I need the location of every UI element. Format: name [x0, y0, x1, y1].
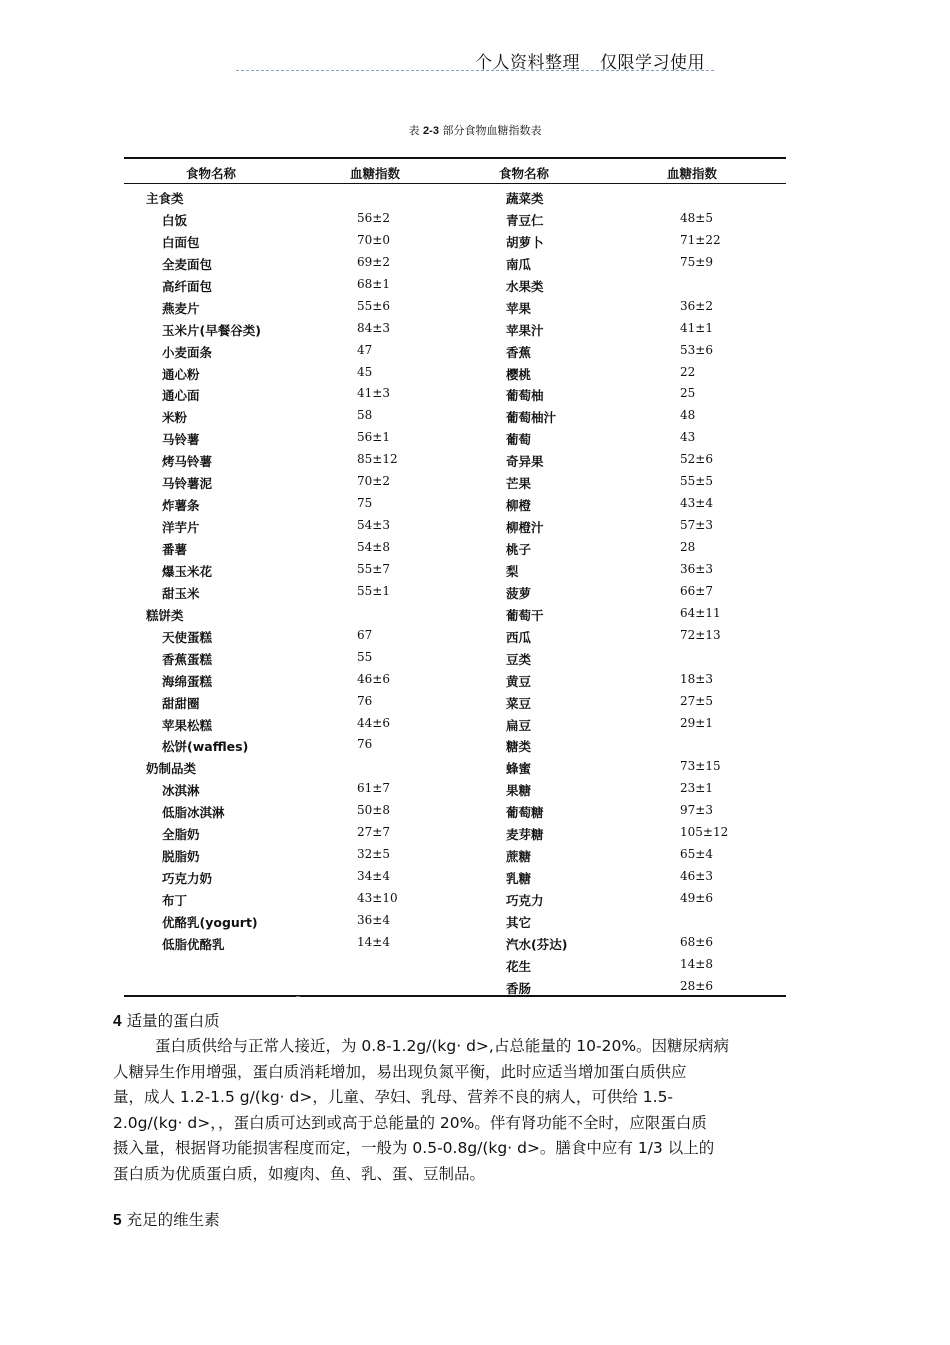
- table-row: [124, 976, 786, 998]
- gi-value-left: 70±2: [357, 474, 390, 489]
- food-name-left: 烤马铃薯: [162, 454, 213, 470]
- table-row: [124, 625, 786, 647]
- food-name-left: 巧克力奶: [162, 871, 213, 887]
- food-name-left: 脱脂奶: [162, 849, 200, 865]
- gi-value-left: 44±6: [357, 715, 390, 730]
- food-name-right: 糖类: [506, 739, 532, 755]
- gi-value-left: 47: [357, 342, 373, 357]
- gi-value-left: 50±8: [357, 803, 390, 818]
- section-5-number: 5: [113, 1212, 122, 1229]
- gi-value-left: 55: [357, 649, 373, 664]
- gi-value-left: 70±0: [357, 232, 390, 247]
- gi-value-right: 36±2: [680, 298, 713, 313]
- paragraph-line: 蛋白质供给与正常人接近，为 0.8-1.2g/(kg· d>,占总能量的 10-20%。因糖尿病病: [155, 1037, 730, 1055]
- gi-value-right: 18±3: [680, 671, 713, 686]
- gi-value-left: 41±3: [357, 386, 390, 401]
- food-name-left: 爆玉米花: [162, 563, 213, 579]
- table-row: [124, 691, 786, 713]
- table-row: [124, 866, 786, 888]
- gi-value-left: 69±2: [357, 254, 390, 269]
- header-rule: [124, 183, 786, 184]
- gi-value-left: 54±8: [357, 540, 390, 554]
- gi-value-left: 85±12: [357, 452, 398, 467]
- food-name-left: 全脂奶: [162, 827, 200, 843]
- gi-value-right: 57±3: [680, 518, 713, 533]
- caption-title: 部分食物血糖指数表: [442, 124, 542, 137]
- table-row: [124, 186, 786, 208]
- table-row: [124, 932, 786, 954]
- food-name-right: 西瓜: [506, 629, 532, 645]
- gi-value-right: 65±4: [680, 847, 713, 862]
- gi-value-right: 28±6: [680, 978, 713, 993]
- table-row: [124, 713, 786, 735]
- table-body: [124, 186, 786, 998]
- gi-value-left: 58: [357, 408, 373, 423]
- paragraph-line: 量，成人 1.2-1.5 g/(kg· d>，儿童、孕妇、乳母、营养不良的病人，可供给 1.5-: [113, 1088, 674, 1106]
- food-name-right: 胡萝卜: [506, 234, 544, 250]
- gi-value-right: 68±6: [680, 934, 713, 949]
- header-food-name-2: 食物名称: [499, 166, 550, 181]
- food-name-left: 洋芋片: [162, 520, 200, 536]
- table-row: [124, 734, 786, 756]
- gi-value-right: 36±3: [680, 561, 713, 576]
- gi-value-right: 14±8: [680, 956, 713, 971]
- gi-value-left: 55±1: [357, 583, 390, 598]
- gi-value-right: 27±5: [680, 693, 713, 708]
- gi-value-left: 84±3: [357, 320, 390, 335]
- header-note-part2: 仅限学习使用: [600, 53, 705, 73]
- gi-value-right: 71±22: [680, 232, 721, 247]
- gi-value-right: 64±11: [680, 605, 721, 620]
- food-name-right: 香蕉: [506, 344, 532, 360]
- paragraph-line: 蛋白质为优质蛋白质，如瘦肉、鱼、乳、蛋、豆制品。: [113, 1164, 486, 1183]
- table-row: [124, 493, 786, 515]
- food-name-left: 炸薯条: [162, 498, 200, 514]
- gi-value-left: 54±3: [357, 518, 390, 533]
- gi-value-right: 66±7: [680, 583, 713, 598]
- food-name-left: 通心粉: [162, 366, 200, 382]
- food-name-right: 乳糖: [506, 871, 532, 887]
- gi-value-left: 45: [357, 364, 373, 379]
- gi-value-right: 49±6: [680, 891, 713, 905]
- table-row: [124, 449, 786, 471]
- table-row: [124, 954, 786, 976]
- gi-value-left: 67: [357, 627, 373, 642]
- gi-value-right: 46±3: [680, 869, 713, 884]
- food-name-right: 其它: [506, 914, 532, 930]
- gi-value-left: 56±2: [357, 210, 390, 225]
- gi-value-right: 25: [680, 386, 696, 401]
- food-name-right: 汽水(芬达): [506, 936, 568, 952]
- food-name-right: 香肠: [506, 980, 532, 996]
- caption-number: 2-3: [423, 125, 439, 137]
- table-row: [124, 647, 786, 669]
- food-name-left: 燕麦片: [162, 300, 200, 316]
- paragraph-line: 摄入量，根据肾功能损害程度而定，一般为 0.5-0.8g/(kg· d>。膳食中应有 1/3 以上的: [113, 1139, 715, 1157]
- table-row: [124, 603, 786, 625]
- food-name-right: 葡萄柚: [506, 388, 544, 404]
- table-row: [124, 340, 786, 362]
- header-gi-1: 血糖指数: [350, 166, 401, 181]
- food-name-right: 柳橙: [506, 498, 532, 514]
- gi-value-right: 41±1: [680, 320, 713, 335]
- table-row: [124, 362, 786, 384]
- food-name-right: 花生: [506, 958, 532, 974]
- table-row: [124, 230, 786, 252]
- gi-value-right: 75±9: [680, 254, 713, 269]
- table-row: [124, 208, 786, 230]
- food-name-right: 蔬菜类: [506, 191, 544, 206]
- food-name-right: 葡萄柚汁: [506, 410, 557, 426]
- food-name-left: 全麦面包: [162, 256, 213, 272]
- table-row: [124, 252, 786, 274]
- gi-value-left: 76: [357, 693, 373, 708]
- food-name-right: 桃子: [506, 542, 532, 557]
- section-5-heading: [113, 1208, 220, 1230]
- food-name-left: 玉米片(早餐谷类): [162, 322, 261, 338]
- paragraph-line: 人糖异生作用增强，蛋白质消耗增加，易出现负氮平衡，此时应适当增加蛋白质供应: [113, 1062, 687, 1081]
- food-name-right: 樱桃: [506, 366, 532, 382]
- gi-value-right: 48±5: [680, 210, 713, 225]
- food-name-right: 果糖: [506, 783, 532, 799]
- table-row: [124, 844, 786, 866]
- gi-value-left: 43±10: [357, 891, 398, 905]
- header-dashed-rule: [236, 70, 714, 71]
- food-name-right: 菠萝: [506, 585, 532, 601]
- food-name-right: 麦芽糖: [506, 827, 544, 843]
- food-name-right: 菜豆: [506, 695, 532, 711]
- table-row: [124, 559, 786, 581]
- section-4-heading: [113, 1009, 220, 1031]
- food-name-right: 水果类: [506, 278, 544, 294]
- gi-value-left: 55±6: [357, 298, 390, 313]
- food-name-left: 苹果松糕: [162, 717, 213, 733]
- food-name-right: 葡萄干: [506, 607, 544, 623]
- section-4-paragraph: [113, 1034, 833, 1187]
- caption-prefix: 表: [408, 124, 420, 137]
- table-row: [124, 800, 786, 822]
- food-name-left: 甜甜圈: [162, 695, 200, 711]
- table-row: [124, 471, 786, 493]
- header-gi-2: 血糖指数: [667, 166, 718, 181]
- food-name-right: 葡萄糖: [506, 805, 544, 821]
- food-name-right: 葡萄: [506, 432, 532, 448]
- gi-value-left: 34±4: [357, 869, 390, 884]
- table-row: [124, 822, 786, 844]
- gi-value-right: 97±3: [680, 803, 713, 818]
- table-row: [124, 383, 786, 405]
- gi-value-right: 29±1: [680, 715, 713, 730]
- food-name-left: 小麦面条: [162, 344, 213, 360]
- food-name-left: 米粉: [162, 410, 188, 426]
- food-name-right: 青豆仁: [506, 212, 544, 228]
- food-name-left: 香蕉蛋糕: [162, 651, 213, 667]
- header-food-name-1: 食物名称: [186, 166, 237, 181]
- food-name-right: 黄豆: [506, 673, 532, 689]
- food-name-right: 扁豆: [506, 717, 532, 733]
- food-name-right: 苹果: [506, 300, 532, 316]
- food-name-left: 番薯: [162, 542, 188, 557]
- food-name-left: 糕饼类: [146, 607, 184, 623]
- food-name-left: 冰淇淋: [162, 783, 200, 799]
- section-5-title: 充足的维生素: [126, 1211, 220, 1229]
- food-name-left: 甜玉米: [162, 585, 200, 601]
- gi-value-left: 27±7: [357, 825, 390, 840]
- table-row: [124, 537, 786, 559]
- food-name-right: 柳橙汁: [506, 520, 544, 536]
- gi-value-right: 23±1: [680, 781, 713, 796]
- gi-value-right: 52±6: [680, 452, 713, 467]
- gi-value-left: 46±6: [357, 671, 390, 686]
- table-row: [124, 669, 786, 691]
- gi-value-right: 53±6: [680, 342, 713, 357]
- gi-value-right: 22: [680, 364, 696, 379]
- food-name-left: 主食类: [146, 191, 184, 206]
- table-row: [124, 756, 786, 778]
- food-name-right: 巧克力: [506, 893, 544, 908]
- gi-value-right: 72±13: [680, 627, 721, 642]
- food-name-left: 低脂优酪乳: [162, 936, 225, 952]
- food-name-right: 奇异果: [506, 454, 544, 470]
- section-4-number: 4: [113, 1013, 122, 1030]
- food-name-left: 海绵蛋糕: [162, 673, 213, 689]
- food-name-left: 奶制品类: [146, 761, 197, 777]
- table-row: [124, 405, 786, 427]
- food-name-right: 梨: [506, 563, 519, 579]
- food-name-left: 优酪乳(yogurt): [162, 914, 258, 930]
- stray-mark: [296, 996, 300, 997]
- paragraph-line: 2.0g/(kg· d>，，蛋白质可达到或高于总能量的 20%。伴有肾功能不全时，应限蛋白质: [113, 1113, 707, 1132]
- food-name-left: 白面包: [162, 234, 200, 250]
- gi-value-left: 36±4: [357, 912, 390, 927]
- header-note-part1: 个人资料整理: [475, 53, 580, 73]
- gi-value-right: 43±4: [680, 496, 713, 511]
- gi-value-left: 55±7: [357, 561, 390, 576]
- gi-value-right: 73±15: [680, 759, 721, 774]
- food-name-left: 高纤面包: [162, 278, 213, 294]
- gi-value-right: 105±12: [680, 825, 729, 840]
- food-name-left: 马铃薯: [162, 432, 200, 448]
- food-name-right: 蜂蜜: [506, 761, 532, 777]
- food-name-left: 天使蛋糕: [162, 629, 213, 645]
- gi-value-left: 68±1: [357, 276, 390, 291]
- table-row: [124, 515, 786, 537]
- food-name-right: 芒果: [506, 476, 532, 492]
- gi-value-left: 61±7: [357, 781, 390, 796]
- gi-value-left: 75: [357, 496, 373, 511]
- gi-value-right: 48: [680, 408, 696, 423]
- food-name-left: 通心面: [162, 388, 200, 404]
- gi-value-right: 28: [680, 540, 696, 554]
- table-row: [124, 778, 786, 800]
- gi-value-right: 43: [680, 430, 696, 445]
- section-4-title: 适量的蛋白质: [126, 1012, 220, 1030]
- food-name-left: 马铃薯泥: [162, 476, 213, 492]
- table-row: [124, 274, 786, 296]
- table-caption: [0, 122, 950, 138]
- gi-value-left: 14±4: [357, 934, 390, 949]
- food-name-right: 南瓜: [506, 256, 532, 272]
- glycemic-index-table: [124, 157, 786, 997]
- table-row: [124, 427, 786, 449]
- table-row: [124, 910, 786, 932]
- food-name-right: 苹果汁: [506, 322, 544, 338]
- gi-value-left: 32±5: [357, 847, 390, 862]
- food-name-left: 低脂冰淇淋: [162, 805, 225, 821]
- table-row: [124, 318, 786, 340]
- table-row: [124, 296, 786, 318]
- table-row: [124, 581, 786, 603]
- food-name-left: 松饼(waffles): [162, 739, 249, 755]
- gi-value-left: 76: [357, 737, 373, 752]
- food-name-right: 豆类: [506, 651, 532, 667]
- gi-value-right: 55±5: [680, 474, 713, 489]
- table-row: [124, 888, 786, 910]
- food-name-left: 布丁: [162, 893, 188, 908]
- food-name-right: 蔗糖: [506, 849, 532, 865]
- food-name-left: 白饭: [162, 212, 188, 228]
- gi-value-left: 56±1: [357, 430, 390, 445]
